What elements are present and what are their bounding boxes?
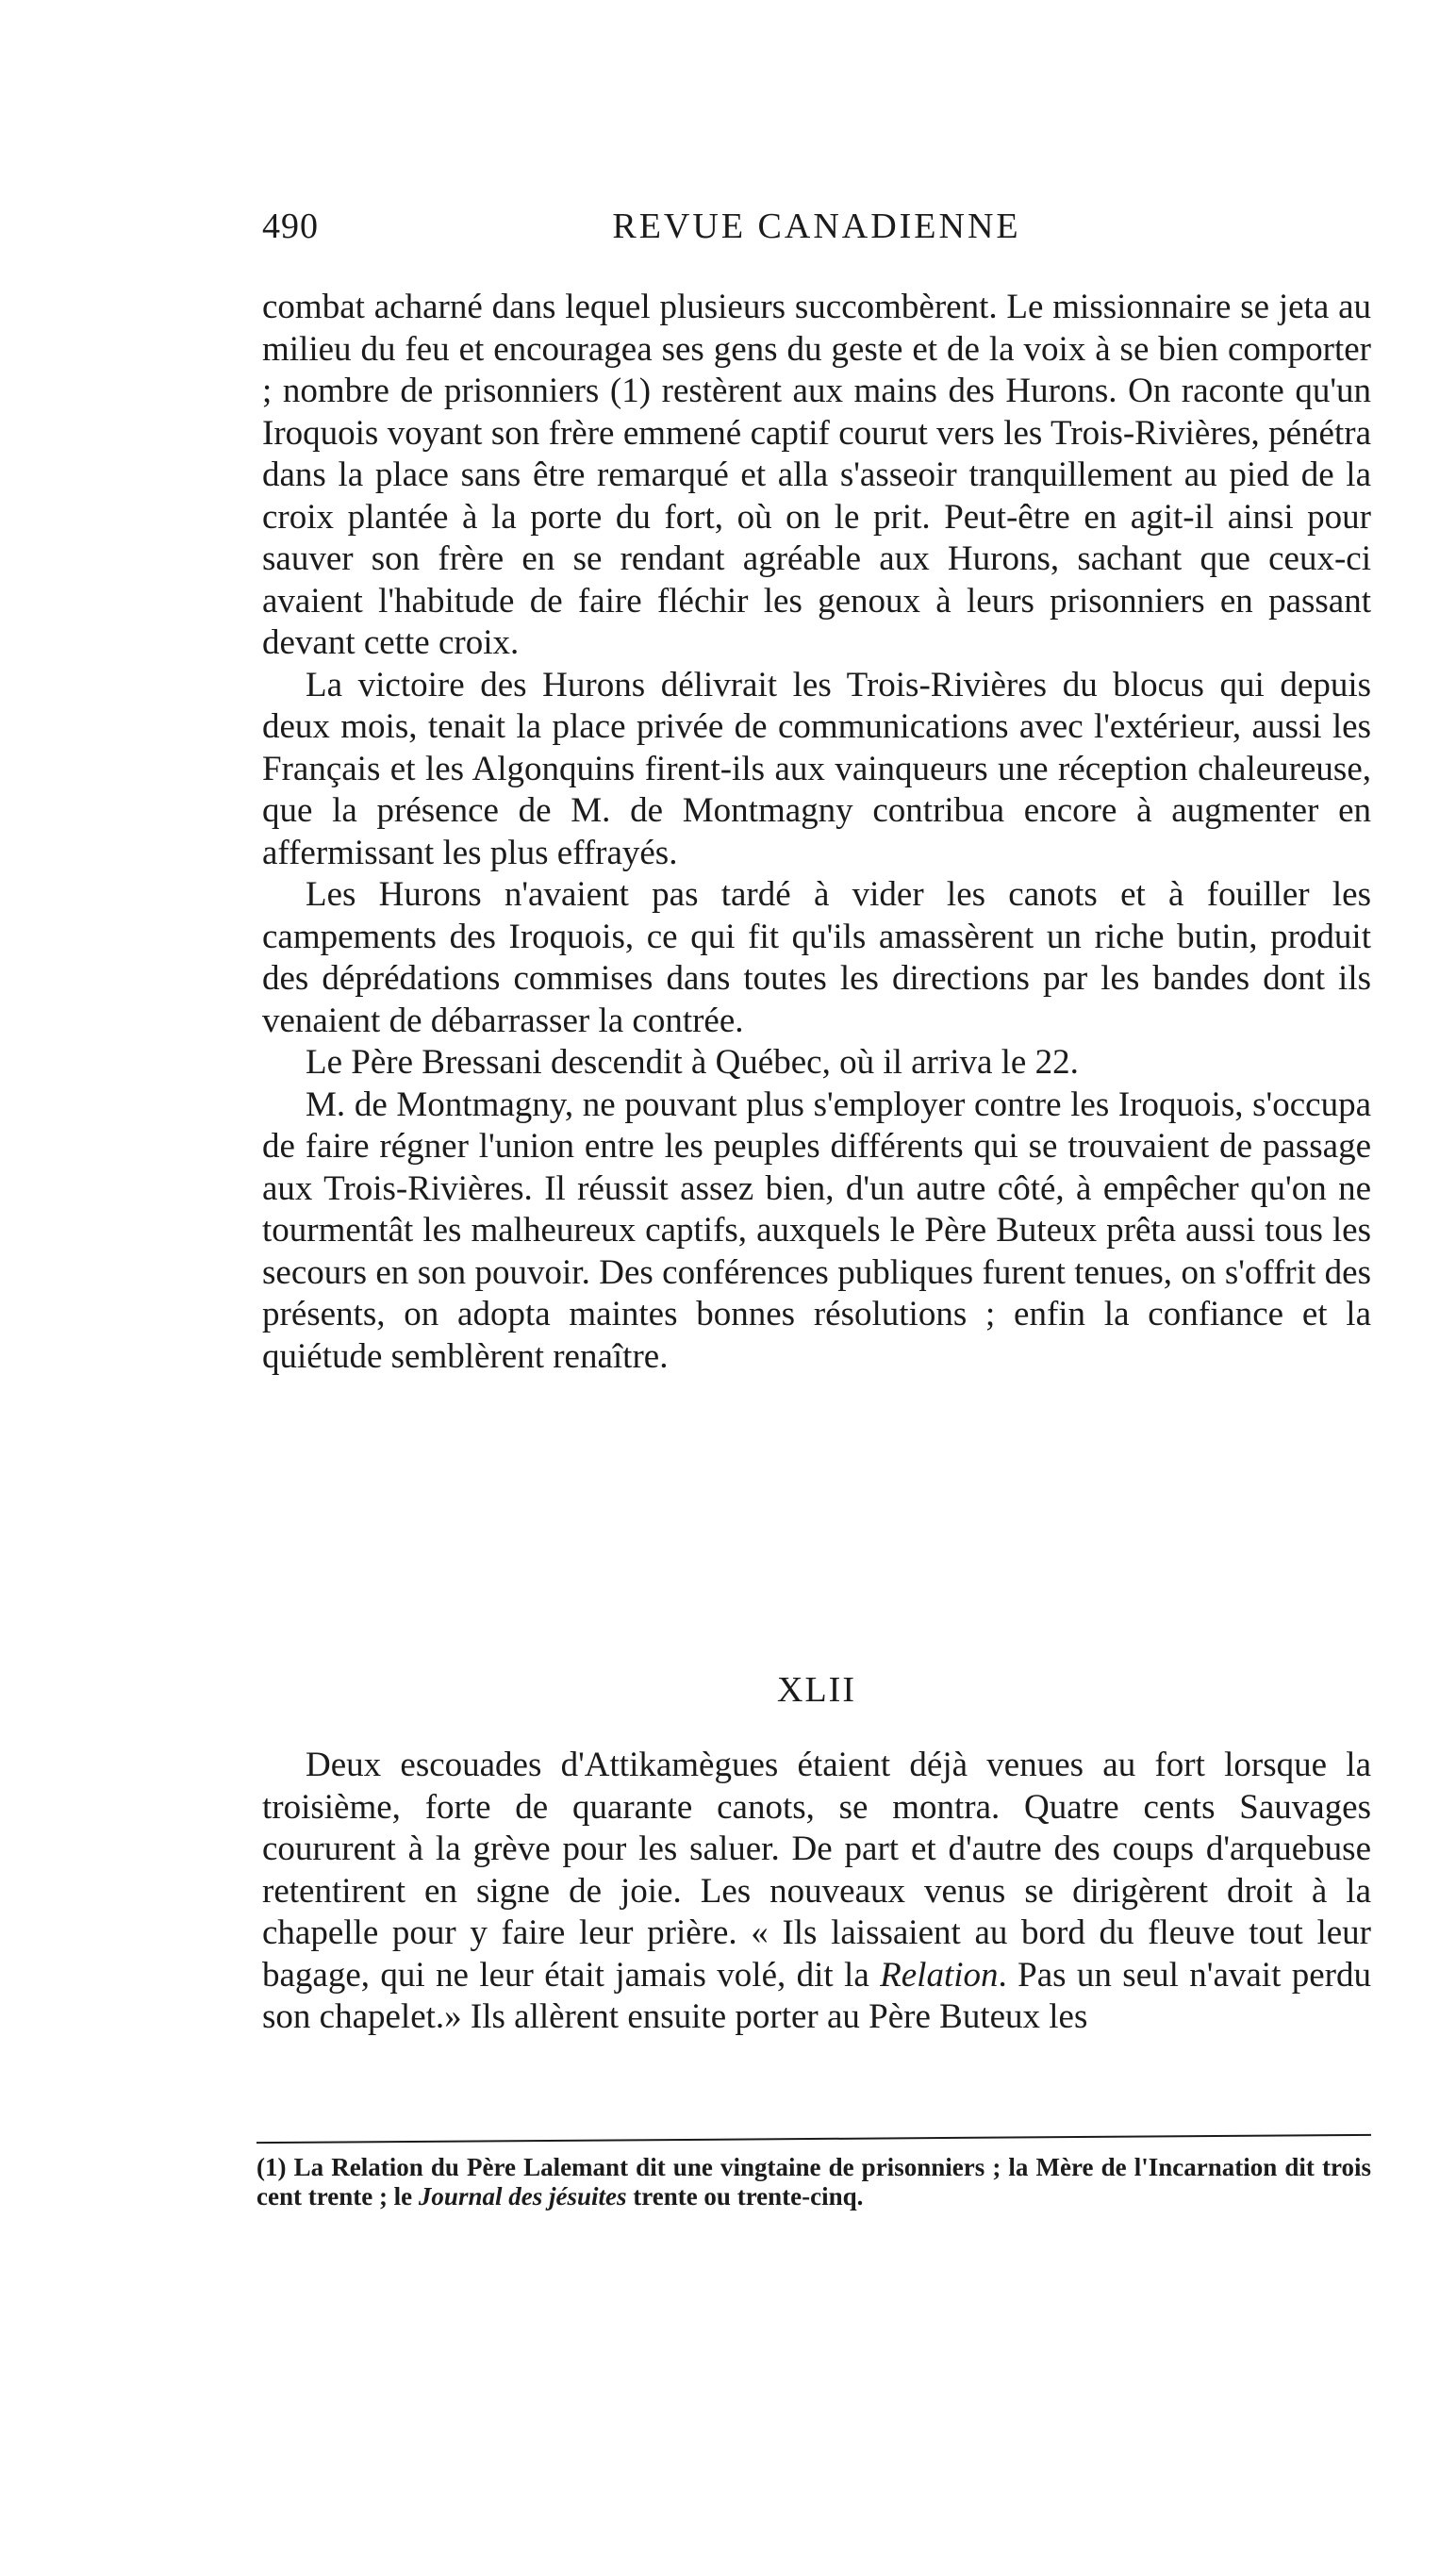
paragraph-2: La victoire des Hurons délivrait les Trois-Rivières du blocus qui depuis deux mois, tenait la place privée de communications avec l'extérieur, aussi les Français et les Algonquins firent-ils aux vainqueurs une réception chaleureuse, que la présence de M. de Montmagny contribua encore à augmenter en affermissant les plus effrayés. (262, 665, 1371, 872)
relation-title: Relation (880, 1955, 999, 1995)
body-text (262, 287, 1371, 1378)
section-text-after: . Pas un seul n'avait perdu son chapelet.» Ils allèrent ensuite porter au Père Buteux les (262, 1955, 1371, 2036)
section-paragraph (262, 1745, 1371, 2039)
footnote-reference: (1) (609, 372, 652, 410)
footnote-divider (256, 2134, 1371, 2144)
journal-title: Journal des jésuites (418, 2182, 627, 2211)
section-text-before: Deux escouades d'Attikamègues étaient déjà venues au fort lorsque la troisième, forte de quarante canots, se montra. Quatre cents Sauvages coururent à la grève pour les saluer. De part et d'autre des coups d'arquebuse retentirent en signe de joie. Les nouveaux venus se dirigèrent droit à la chapelle pour y faire leur prière. « Ils laissaient au bord du fleuve tout leur bagage, qui ne leur était jamais volé, dit la (262, 1746, 1371, 1995)
page-number: 490 (262, 207, 319, 246)
footnote-text-after: trente ou trente-cinq. (626, 2182, 864, 2211)
section-text (262, 1745, 1371, 2039)
running-title: REVUE CANADIENNE (612, 207, 1021, 246)
paragraph-1 (262, 287, 1371, 665)
paragraph-5: M. de Montmagny, ne pouvant plus s'employer contre les Iroquois, s'occupa de faire régner l'union entre les peuples différents qui se trouvaient de passage aux Trois-Rivières. Il réussit assez bien, d'un autre côté, à empêcher qu'on ne tourmentât les malheureux captifs, auxquels le Père Buteux prêta aussi tous les secours en son pouvoir. Des conférences publiques furent tenues, on s'offrit des présents, on adopta maintes bonnes résolutions ; enfin la confiance et la quiétude semblèrent renaître. (262, 1085, 1371, 1376)
section-heading: XLII (777, 1670, 856, 1710)
paragraph-3: Les Hurons n'avaient pas tardé à vider les canots et à fouiller les campements des Iroquois, ce qui fit qu'ils amassèrent un riche butin, produit des déprédations commises dans toutes les directions par les bandes dont ils venaient de débarrasser la contrée. (262, 875, 1371, 1040)
page-header (262, 206, 1371, 262)
paragraph-1-text-before: combat acharné dans lequel plusieurs succombèrent. Le missionnaire se jeta au milieu du feu et encouragea ses gens du geste et de la voix à se bien comporter ; nombre de prisonniers (262, 288, 1371, 410)
footnote-text-before: (1) La Relation du Père Lalemant dit une vingtaine de prisonniers ; la Mère de l'Incarnation dit trois cent trente ; le (256, 2153, 1371, 2211)
paragraph-1-text-after: restèrent aux mains des Hurons. On raconte qu'un Iroquois voyant son frère emmené captif courut vers les Trois-Rivières, pénétra dans la place sans être remarqué et alla s'asseoir tranquillement au pied de la croix plantée à la porte du fort, où on le prit. Peut-être en agit-il ainsi pour sauver son frère en se rendant agréable aux Hurons, sachant que ceux-ci avaient l'habitude de faire fléchir les genoux à leurs prisonniers en passant devant cette croix. (262, 372, 1371, 662)
paragraph-4: Le Père Bressani descendit à Québec, où il arriva le 22. (306, 1043, 1079, 1082)
footnote (256, 2153, 1371, 2211)
